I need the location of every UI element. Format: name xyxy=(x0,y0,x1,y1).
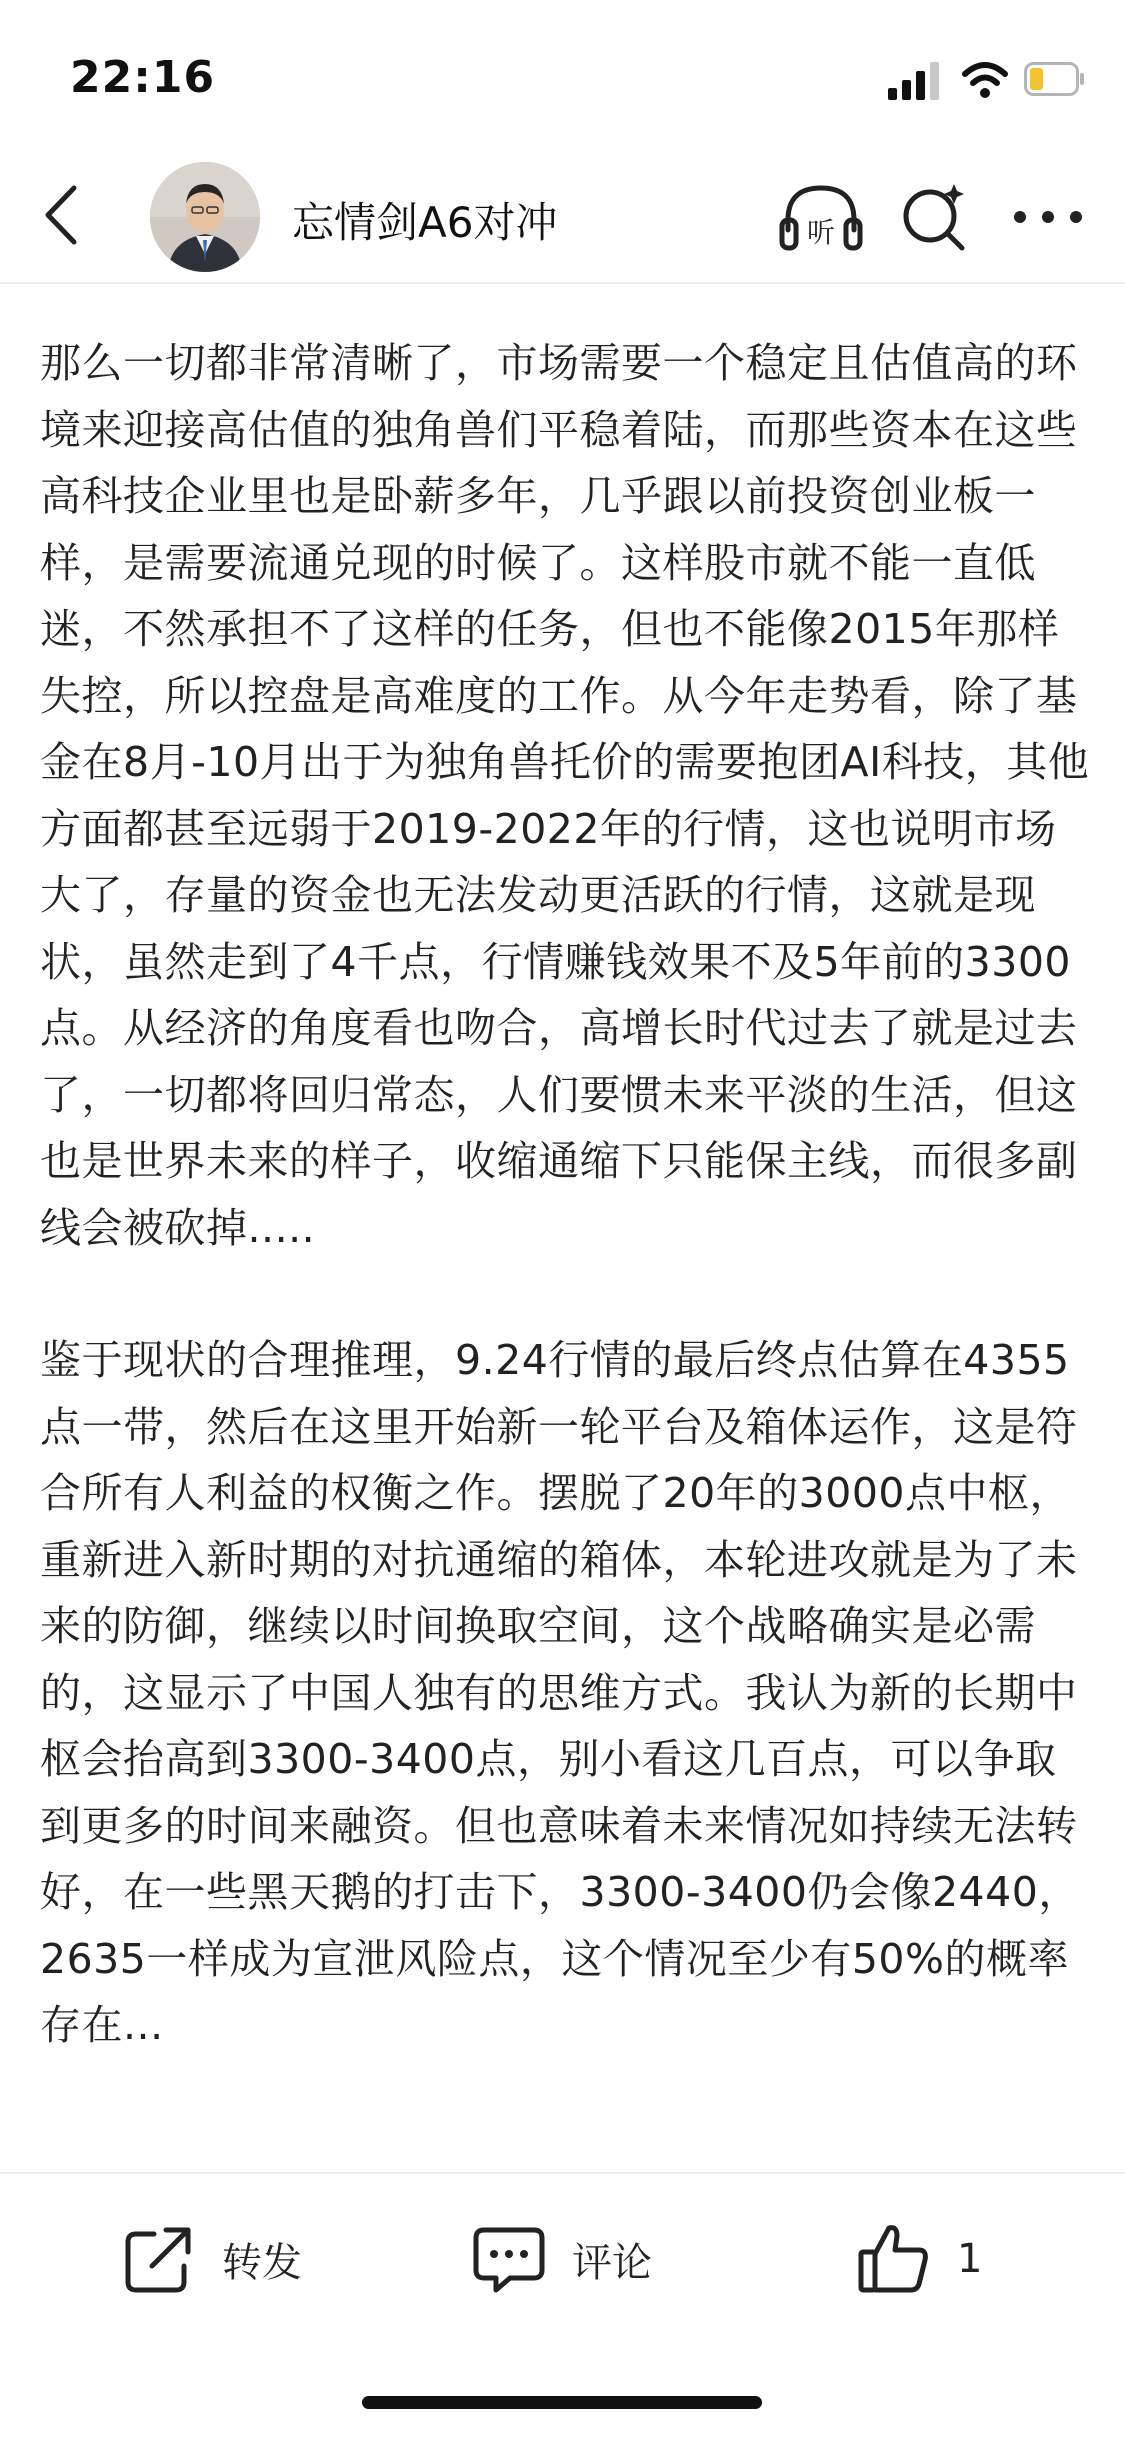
more-options-icon[interactable] xyxy=(1010,192,1086,242)
comment-button[interactable] xyxy=(470,2214,652,2304)
share-icon xyxy=(120,2220,198,2298)
share-button[interactable] xyxy=(120,2214,302,2304)
headphones-listen-icon[interactable] xyxy=(778,180,864,256)
like-button[interactable] xyxy=(855,2214,982,2304)
avatar[interactable] xyxy=(150,162,260,272)
wifi-icon xyxy=(962,60,1008,100)
account-name[interactable]: 忘情剑A6对冲 xyxy=(292,198,558,247)
comment-label: 评论 xyxy=(572,2239,652,2286)
search-icon[interactable] xyxy=(898,180,970,252)
back-arrow-icon[interactable] xyxy=(30,180,100,250)
listen-label: 听 xyxy=(806,216,836,249)
thumbs-up-icon xyxy=(855,2220,933,2298)
bottom-action-bar xyxy=(0,2172,1125,2438)
like-count: 1 xyxy=(957,2236,983,2282)
article-paragraph: 鉴于现状的合理推理，9.24行情的最后终点估算在4355点一带，然后在这里开始新一轮平台及箱体运作，这是符合所有人利益的权衡之作。摆脱了20年的3000点中枢，重新进入新时期的对抗通缩的箱体，本轮进攻就是为了未来的防御，继续以时间换取空间，这个战略确实是必需的，这显示了中国人独有的思维方式。我认为新的长期中枢会抬高到3300-3400点，别小看这几百点，可以争取到更多的时间来融资。但也意味着未来情况如持续无法转好，在一些黑天鹅的打击下，3300-3400仍会像2440，2635一样成为宣泄风险点，这个情况至少有50%的概率存在... xyxy=(40,1336,1080,2049)
battery-icon xyxy=(1024,62,1086,96)
comment-icon xyxy=(470,2220,548,2298)
status-time: 22:16 xyxy=(70,52,216,103)
article-body xyxy=(40,330,1090,2059)
share-label: 转发 xyxy=(222,2239,302,2286)
article-paragraph: 那么一切都非常清晰了，市场需要一个稳定且估值高的环境来迎接高估值的独角兽们平稳着陆，而那些资本在这些高科技企业里也是卧薪多年，几乎跟以前投资创业板一样，是需要流通兑现的时候了。这样股市就不能一直低迷，不然承担不了这样的任务，但也不能像2015年那样失控，所以控盘是高难度的工作。从今年走势看，除了基金在8月-10月出于为独角兽托价的需要抱团AI科技，其他方面都甚至远弱于2019-2022年的行情，这也说明市场大了，存量的资金也无法发动更活跃的行情，这就是现状，虽然走到了4千点，行情赚钱效果不及5年前的3300点。从经济的角度看也吻合，高增长时代过去了就是过去了，一切都将回归常态，人们要惯未来平淡的生活，但这也是世界未来的样子，收缩通缩下只能保主线，而很多副线会被砍掉..... xyxy=(40,339,1090,1252)
cellular-signal-icon xyxy=(888,62,940,100)
status-bar xyxy=(0,0,1125,150)
home-indicator[interactable] xyxy=(362,2396,762,2409)
header-bar xyxy=(0,150,1125,284)
